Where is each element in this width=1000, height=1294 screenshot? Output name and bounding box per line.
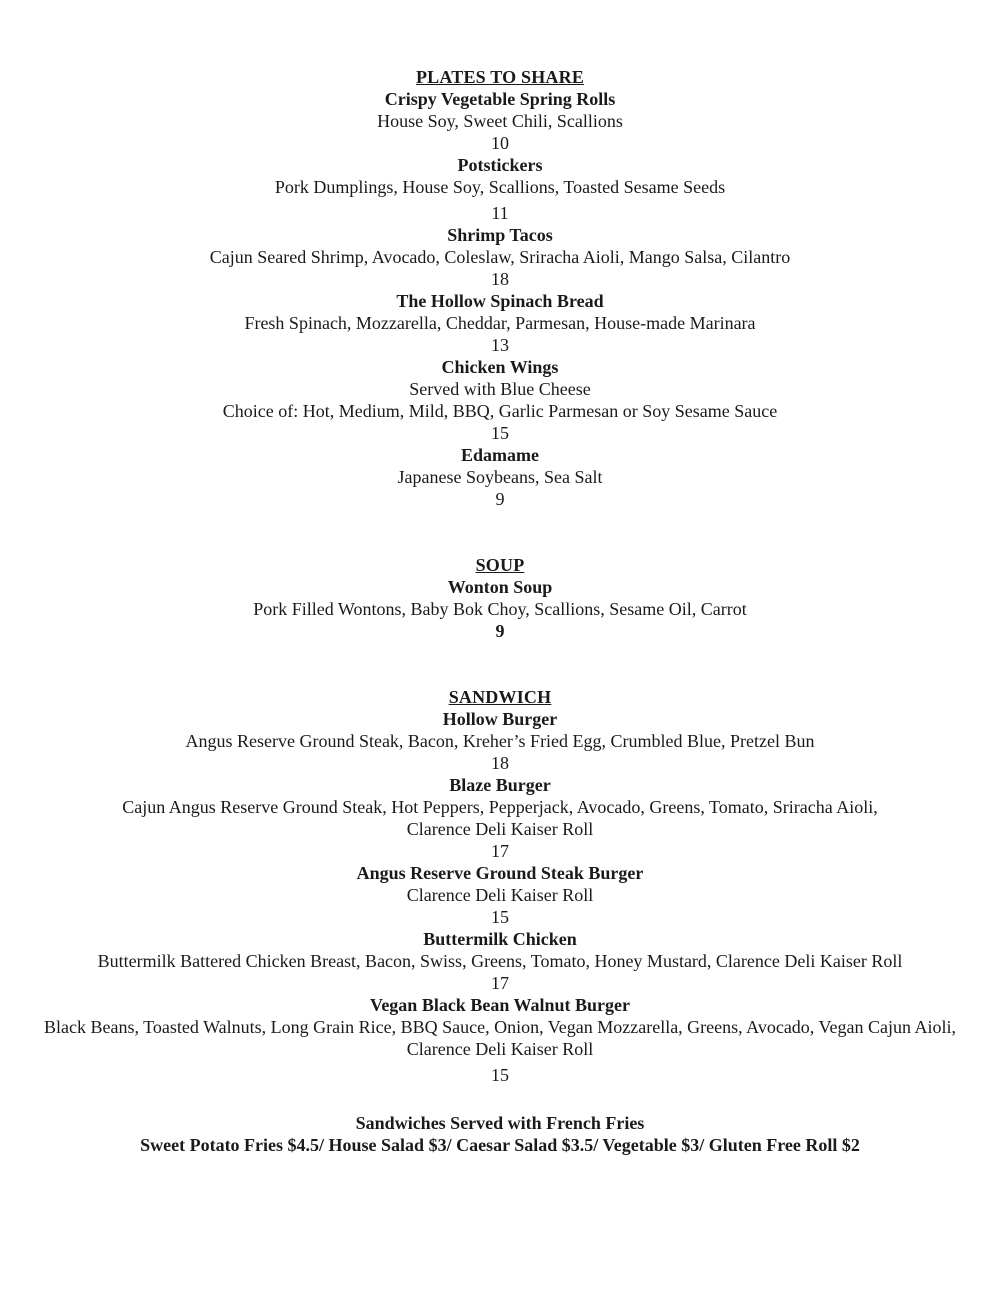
item-description: Cajun Seared Shrimp, Avocado, Coleslaw, Sriracha Aioli, Mango Salsa, Cilantro xyxy=(209,247,791,267)
item-description: Black Beans, Toasted Walnuts, Long Grain Rice, BBQ Sauce, Onion, Vegan Mozzarella, Greens, Avocado, Vegan Cajun Aioli, xyxy=(44,1017,956,1037)
item-description: Clarence Deli Kaiser Roll xyxy=(406,1039,594,1059)
item-description: Served with Blue Cheese xyxy=(409,379,591,399)
menu-item xyxy=(0,88,1000,154)
item-price: 10 xyxy=(491,133,509,153)
item-price: 9 xyxy=(495,621,505,641)
menu-item xyxy=(0,224,1000,290)
section-sandwich xyxy=(0,686,1000,1086)
item-price: 15 xyxy=(491,907,509,927)
menu-item xyxy=(0,356,1000,444)
item-name: Shrimp Tacos xyxy=(447,225,553,245)
item-name: Vegan Black Bean Walnut Burger xyxy=(369,995,631,1015)
item-price: 17 xyxy=(491,973,509,993)
item-price: 18 xyxy=(491,753,509,773)
item-description: Japanese Soybeans, Sea Salt xyxy=(397,467,603,487)
item-name: Hollow Burger xyxy=(442,709,558,729)
item-description: Clarence Deli Kaiser Roll xyxy=(406,819,594,839)
item-price: 17 xyxy=(491,841,509,861)
menu-item xyxy=(0,576,1000,642)
item-name: Blaze Burger xyxy=(449,775,551,795)
item-name: Buttermilk Chicken xyxy=(423,929,577,949)
item-price: 18 xyxy=(491,269,509,289)
section-title: SOUP xyxy=(475,555,525,575)
menu-page xyxy=(0,66,1000,1156)
menu-item xyxy=(0,928,1000,994)
item-description: Choice of: Hot, Medium, Mild, BBQ, Garlic Parmesan or Soy Sesame Sauce xyxy=(222,401,778,421)
item-description: House Soy, Sweet Chili, Scallions xyxy=(377,111,623,131)
item-description: Pork Filled Wontons, Baby Bok Choy, Scallions, Sesame Oil, Carrot xyxy=(253,599,747,619)
item-name: Edamame xyxy=(461,445,539,465)
sides-note-line: Sandwiches Served with French Fries xyxy=(355,1113,645,1133)
section-soup xyxy=(0,554,1000,642)
section-plates-to-share xyxy=(0,66,1000,510)
item-name: Wonton Soup xyxy=(447,577,553,597)
section-spacer xyxy=(0,510,1000,554)
item-name: Crispy Vegetable Spring Rolls xyxy=(384,89,616,109)
item-description: Fresh Spinach, Mozzarella, Cheddar, Parmesan, House-made Marinara xyxy=(244,313,756,333)
section-title: PLATES TO SHARE xyxy=(415,67,585,87)
menu-item xyxy=(0,994,1000,1086)
menu-item xyxy=(0,862,1000,928)
menu-item xyxy=(0,774,1000,862)
section-title: SANDWICH xyxy=(448,687,552,707)
item-price: 13 xyxy=(491,335,509,355)
item-name: Potstickers xyxy=(457,155,543,175)
menu-item xyxy=(0,154,1000,224)
sides-upgrade-line: Sweet Potato Fries $4.5/ House Salad $3/ Caesar Salad $3.5/ Vegetable $3/ Gluten Free Roll $2 xyxy=(140,1135,860,1155)
menu-item xyxy=(0,444,1000,510)
item-description: Pork Dumplings, House Soy, Scallions, Toasted Sesame Seeds xyxy=(274,177,726,197)
item-name: Chicken Wings xyxy=(441,357,559,377)
item-description: Clarence Deli Kaiser Roll xyxy=(406,885,594,905)
section-spacer xyxy=(0,642,1000,686)
sides-note xyxy=(0,1112,1000,1156)
item-description: Buttermilk Battered Chicken Breast, Bacon, Swiss, Greens, Tomato, Honey Mustard, Clarence Deli Kaiser Roll xyxy=(97,951,903,971)
menu-item xyxy=(0,290,1000,356)
menu-item xyxy=(0,708,1000,774)
item-price: 9 xyxy=(495,489,505,509)
item-price: 15 xyxy=(491,423,509,443)
item-description: Angus Reserve Ground Steak, Bacon, Kreher’s Fried Egg, Crumbled Blue, Pretzel Bun xyxy=(185,731,815,751)
item-name: The Hollow Spinach Bread xyxy=(396,291,604,311)
item-name: Angus Reserve Ground Steak Burger xyxy=(356,863,644,883)
item-price: 15 xyxy=(491,1065,509,1085)
item-price: 11 xyxy=(491,203,509,223)
item-description: Cajun Angus Reserve Ground Steak, Hot Peppers, Pepperjack, Avocado, Greens, Tomato, Sriracha Aioli, xyxy=(122,797,878,817)
